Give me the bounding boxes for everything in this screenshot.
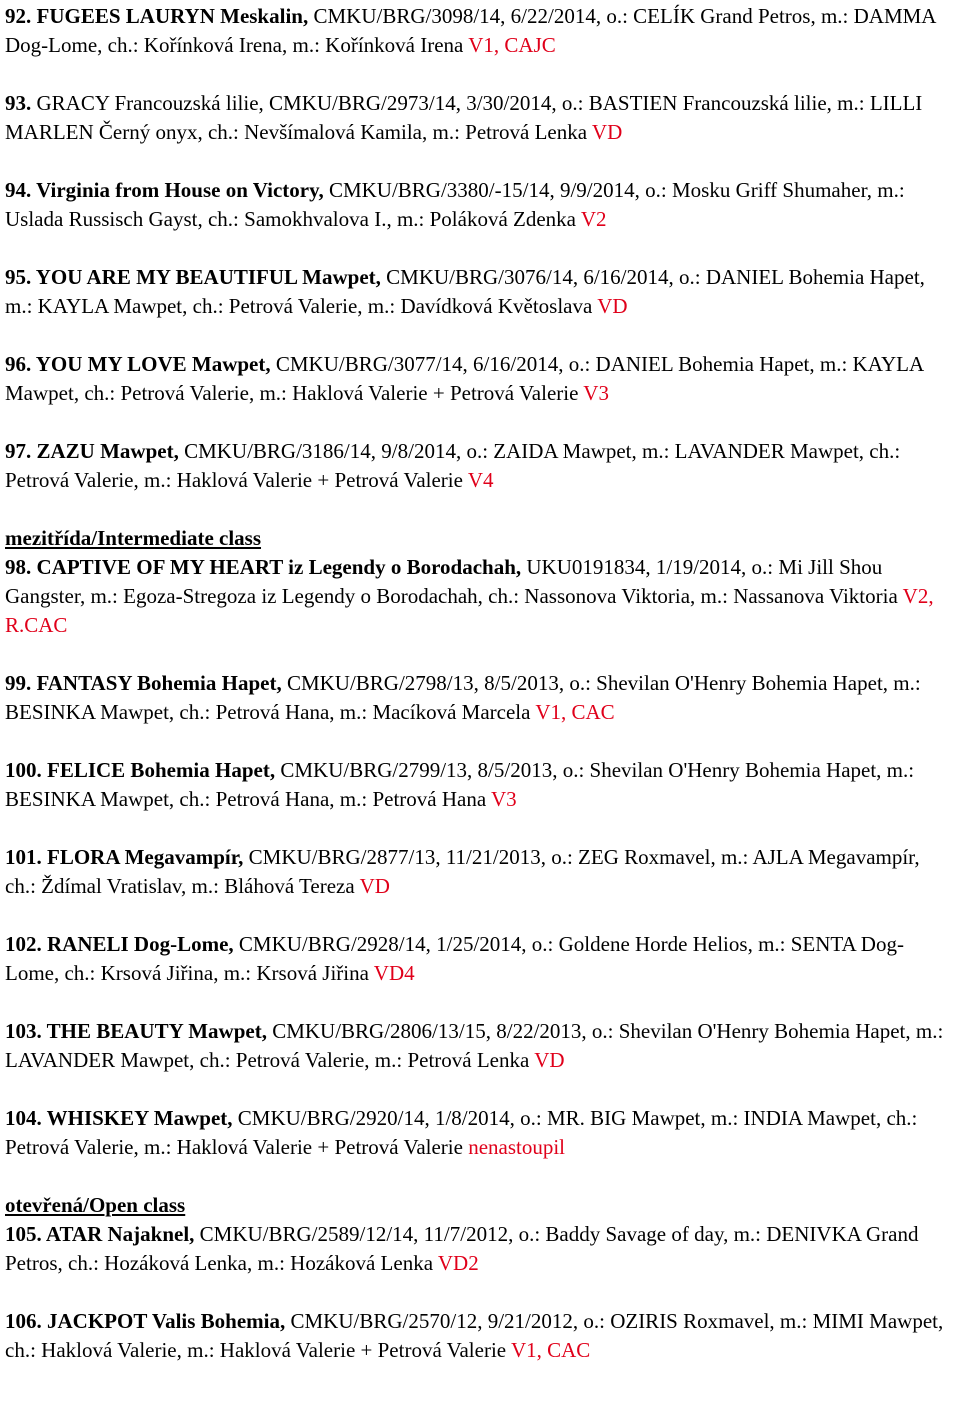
entry-header (5, 758, 275, 782)
entry-number: 98. (5, 555, 32, 579)
entry-details: CMKU/BRG/3186/14, 9/8/2014, o.: ZAIDA Mawpet, m.: LAVANDER Mawpet, ch.: Petrová Valerie, m.: Haklová Valerie + Petrová Valerie (5, 439, 901, 492)
grade-badge: VD (597, 294, 628, 318)
dog-name: YOU MY LOVE Mawpet, (35, 352, 271, 376)
grade-badge: V1, CAJC (468, 33, 556, 57)
dog-name: ATAR Najaknel, (45, 1222, 195, 1246)
grade-badge: V4 (467, 468, 494, 492)
entry-details: CMKU/BRG/2877/13, 11/21/2013, o.: ZEG Roxmavel, m.: AJLA Megavampír, ch.: Ždímal Vratislav, m.: Bláhová Tereza (5, 845, 920, 898)
entry-details: CMKU/BRG/2589/12/14, 11/7/2012, o.: Baddy Savage of day, m.: DENIVKA Grand Petros, ch.: Hozáková Lenka, m.: Hozáková Lenka (5, 1222, 919, 1275)
grade-badge: V3 (491, 787, 517, 811)
dog-entry (5, 263, 954, 321)
entry-header (5, 352, 271, 376)
dog-entry (5, 350, 954, 408)
dog-name: FELICE Bohemia Hapet, (47, 758, 276, 782)
entry-details: CMKU/BRG/2799/13, 8/5/2013, o.: Shevilan O'Henry Bohemia Hapet, m.: BESINKA Mawpet, ch.: Petrová Hana, m.: Petrová Hana (5, 758, 915, 811)
section-title: otevřená/Open class (5, 1193, 186, 1217)
entry-details: CMKU/BRG/2806/13/15, 8/22/2013, o.: Shevilan O'Henry Bohemia Hapet, m.: LAVANDER Mawpet, ch.: Petrová Valerie, m.: Petrová Lenka (5, 1019, 944, 1072)
entry-number: 105. (5, 1222, 42, 1246)
entry-number: 97. (5, 439, 32, 463)
entry-number: 103. (5, 1019, 42, 1043)
entry-number: 100. (5, 758, 42, 782)
section-title: mezitřída/Intermediate class (5, 526, 262, 550)
entry-number: 95. (5, 265, 32, 289)
entry-header (5, 4, 308, 28)
dog-entry (5, 176, 954, 234)
dog-name: JACKPOT Valis Bohemia, (47, 1309, 286, 1333)
dog-entry (5, 89, 954, 147)
entry-header (5, 439, 179, 463)
entry-number: 92. (5, 4, 32, 28)
entry-details: CMKU/BRG/2798/13, 8/5/2013, o.: Shevilan O'Henry Bohemia Hapet, m.: BESINKA Mawpet, ch.: Petrová Hana, m.: Macíková Marcela (5, 671, 921, 724)
entry-details: CMKU/BRG/3076/14, 6/16/2014, o.: DANIEL Bohemia Hapet, m.: KAYLA Mawpet, ch.: Petrová Valerie, m.: Davídková Květoslava (5, 265, 925, 318)
entry-number: 106. (5, 1309, 42, 1333)
dog-entry (5, 2, 954, 60)
entry-header (5, 265, 381, 289)
dog-name: THE BEAUTY Mawpet, (46, 1019, 267, 1043)
dog-entry (5, 437, 954, 495)
dog-entry (5, 1104, 954, 1162)
dog-entry (5, 669, 954, 727)
grade-badge: V1, CAC (510, 1338, 591, 1362)
entry-header (5, 1106, 233, 1130)
entry-number: 101. (5, 845, 42, 869)
dog-name: FANTASY Bohemia Hapet, (36, 671, 282, 695)
entry-header (5, 671, 282, 695)
dog-entry (5, 756, 954, 814)
entry-details: CMKU/BRG/3077/14, 6/16/2014, o.: DANIEL Bohemia Hapet, m.: KAYLA Mawpet, ch.: Petrová Valerie, m.: Haklová Valerie + Petrová Valerie (5, 352, 923, 405)
dog-name: YOU ARE MY BEAUTIFUL Mawpet, (35, 265, 381, 289)
grade-badge: V2, R.CAC (5, 584, 934, 637)
dog-name: FLORA Megavampír, (47, 845, 244, 869)
entry-details: CMKU/BRG/2570/12, 9/21/2012, o.: OZIRIS Roxmavel, m.: MIMI Mawpet, ch.: Haklová Valerie, m.: Haklová Valerie + Petrová Valerie (5, 1309, 944, 1362)
dog-entry (5, 930, 954, 988)
grade-badge: VD4 (373, 961, 415, 985)
grade-badge: V3 (583, 381, 609, 405)
entry-number: 99. (5, 671, 32, 695)
entry-header (5, 91, 31, 115)
entry-header (5, 845, 243, 869)
entry-details: CMKU/BRG/2920/14, 1/8/2014, o.: MR. BIG Mawpet, m.: INDIA Mawpet, ch.: Petrová Valerie, m.: Haklová Valerie + Petrová Valerie (5, 1106, 918, 1159)
grade-badge: V1, CAC (535, 700, 615, 724)
dog-name: FUGEES LAURYN Meskalin, (36, 4, 309, 28)
entry-header (5, 1309, 285, 1333)
dog-entry (5, 843, 954, 901)
grade-badge: VD2 (437, 1251, 479, 1275)
dog-name: CAPTIVE OF MY HEART iz Legendy o Borodachah, (36, 555, 522, 579)
grade-badge: VD (591, 120, 623, 144)
dog-name: RANELI Dog-Lome, (47, 932, 234, 956)
entry-number: 102. (5, 932, 42, 956)
dog-name: ZAZU Mawpet, (36, 439, 179, 463)
grade-badge: VD (534, 1048, 565, 1072)
entry-header (5, 555, 521, 579)
entry-number: 93. (5, 91, 32, 115)
dog-entry (5, 1017, 954, 1075)
entry-details: UKU0191834, 1/19/2014, o.: Mi Jill Shou Gangster, m.: Egoza-Stregoza iz Legendy o Borodachah, ch.: Nassonova Viktoria, m.: Nassanova Viktoria (5, 555, 903, 608)
entry-header (5, 178, 324, 202)
entry-number: 104. (5, 1106, 42, 1130)
entry-number: 96. (5, 352, 32, 376)
entry-details: CMKU/BRG/3098/14, 6/22/2014, o.: CELÍK Grand Petros, m.: DAMMA Dog-Lome, ch.: Kořínková Irena, m.: Kořínková Irena (5, 4, 936, 57)
dog-entry (5, 1307, 954, 1365)
grade-badge: V2 (580, 207, 607, 231)
dog-entry (5, 1220, 954, 1278)
dog-entry (5, 553, 954, 640)
entry-details: CMKU/BRG/3380/-15/14, 9/9/2014, o.: Mosku Griff Shumaher, m.: Uslada Russisch Gayst, ch.: Samokhvalova I., m.: Poláková Zdenka (5, 178, 905, 231)
entry-header (5, 1019, 267, 1043)
entry-header (5, 1222, 194, 1246)
entry-number: 94. (5, 178, 32, 202)
dog-name: Virginia from House on Victory, (36, 178, 324, 202)
grade-badge: VD (359, 874, 390, 898)
entry-details: GRACY Francouzská lilie, CMKU/BRG/2973/14, 3/30/2014, o.: BASTIEN Francouzská lilie, m.: LILLI MARLEN Černý onyx, ch.: Nevšímalová Kamila, m.: Petrová Lenka (5, 91, 923, 144)
dog-name: WHISKEY Mawpet, (46, 1106, 233, 1130)
grade-badge: nenastoupil (468, 1135, 566, 1159)
entry-header (5, 932, 234, 956)
entry-details: CMKU/BRG/2928/14, 1/25/2014, o.: Goldene Horde Helios, m.: SENTA Dog-Lome, ch.: Krsová Jiřina, m.: Krsová Jiřina (5, 932, 904, 985)
